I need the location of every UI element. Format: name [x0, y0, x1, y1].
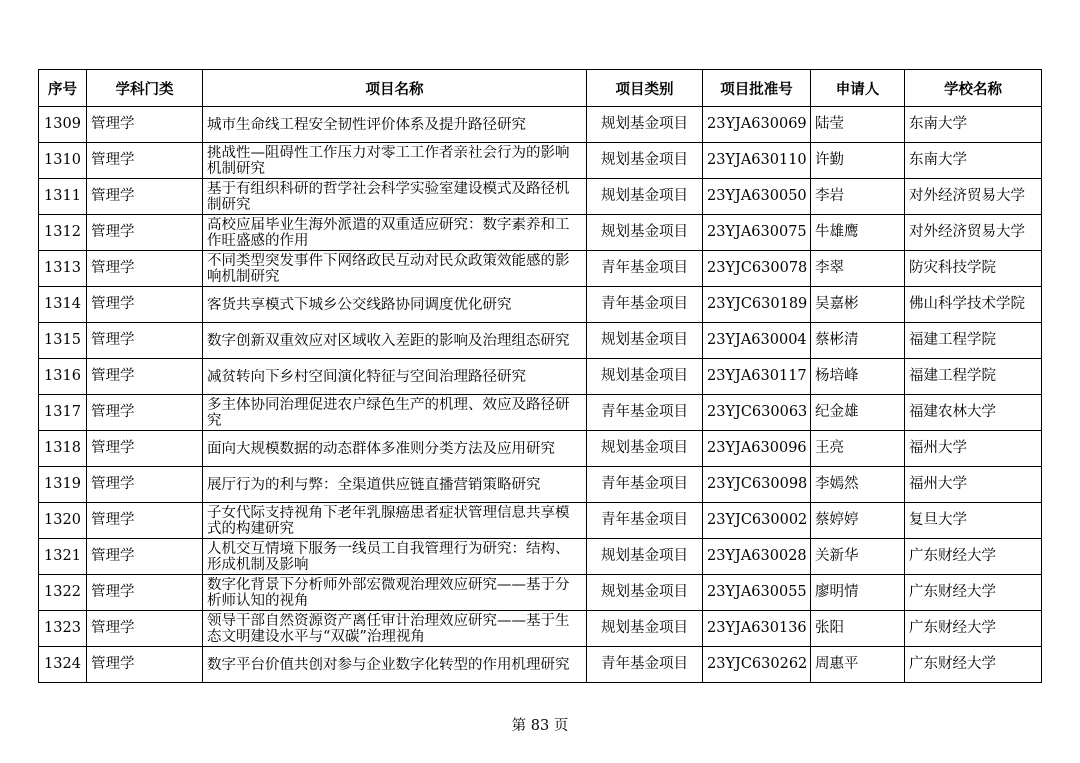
row-number: 1311	[39, 179, 87, 215]
header-type: 项目类别	[587, 70, 703, 107]
row-title-text: 数字平台价值共创对参与企业数字化转型的作用机理研究	[207, 656, 570, 673]
row-number: 1320	[39, 503, 87, 539]
header-code: 项目批准号	[703, 70, 811, 107]
row-code: 23YJC630078	[703, 251, 811, 287]
row-title	[203, 143, 587, 179]
header-row	[39, 70, 1042, 107]
row-type: 青年基金项目	[587, 251, 703, 287]
row-title-text: 基于有组织科研的哲学社会科学实验室建设模式及路径机制研究	[207, 180, 570, 213]
project-table	[38, 69, 1042, 683]
row-code: 23YJC630098	[703, 467, 811, 503]
row-applicant: 纪金雄	[811, 395, 905, 431]
row-number: 1314	[39, 287, 87, 323]
row-subject: 管理学	[87, 323, 203, 359]
row-subject: 管理学	[87, 359, 203, 395]
row-title	[203, 503, 587, 539]
table-row	[39, 215, 1042, 251]
row-number: 1312	[39, 215, 87, 251]
row-title	[203, 251, 587, 287]
row-subject: 管理学	[87, 647, 203, 683]
row-code: 23YJA630055	[703, 575, 811, 611]
row-number: 1309	[39, 107, 87, 143]
row-school: 福建农林大学	[905, 395, 1042, 431]
row-applicant: 王亮	[811, 431, 905, 467]
row-title-text: 展厅行为的利与弊：全渠道供应链直播营销策略研究	[207, 476, 541, 493]
row-title	[203, 323, 587, 359]
row-code: 23YJC630262	[703, 647, 811, 683]
row-title	[203, 179, 587, 215]
page-number: 第 83 页	[511, 718, 569, 734]
row-code: 23YJA630069	[703, 107, 811, 143]
row-applicant: 杨培峰	[811, 359, 905, 395]
row-code: 23YJA630136	[703, 611, 811, 647]
row-number: 1322	[39, 575, 87, 611]
row-school: 东南大学	[905, 107, 1042, 143]
row-applicant: 许勤	[811, 143, 905, 179]
row-school: 佛山科学技术学院	[905, 287, 1042, 323]
row-subject: 管理学	[87, 611, 203, 647]
table-row	[39, 143, 1042, 179]
row-code: 23YJA630075	[703, 215, 811, 251]
row-applicant: 牛雄鹰	[811, 215, 905, 251]
row-school: 福州大学	[905, 467, 1042, 503]
row-subject: 管理学	[87, 431, 203, 467]
row-number: 1315	[39, 323, 87, 359]
row-school: 对外经济贸易大学	[905, 179, 1042, 215]
table-row	[39, 323, 1042, 359]
row-number: 1316	[39, 359, 87, 395]
row-subject: 管理学	[87, 251, 203, 287]
row-applicant: 李岩	[811, 179, 905, 215]
row-applicant: 蔡婷婷	[811, 503, 905, 539]
row-type: 青年基金项目	[587, 287, 703, 323]
row-code: 23YJA630117	[703, 359, 811, 395]
row-title-text: 数字化背景下分析师外部宏微观治理效应研究——基于分析师认知的视角	[207, 576, 570, 609]
row-title-text: 城市生命线工程安全韧性评价体系及提升路径研究	[207, 116, 526, 133]
row-title	[203, 611, 587, 647]
header-person: 申请人	[811, 70, 905, 107]
row-school: 广东财经大学	[905, 575, 1042, 611]
row-title-text: 领导干部自然资源资产离任审计治理效应研究——基于生态文明建设水平与“双碳”治理视角	[207, 612, 570, 645]
row-type: 规划基金项目	[587, 107, 703, 143]
row-applicant: 蔡彬清	[811, 323, 905, 359]
row-subject: 管理学	[87, 575, 203, 611]
row-title	[203, 431, 587, 467]
table-row	[39, 431, 1042, 467]
header-title: 项目名称	[203, 70, 587, 107]
row-applicant: 陆莹	[811, 107, 905, 143]
row-number: 1317	[39, 395, 87, 431]
table-row	[39, 287, 1042, 323]
row-type: 青年基金项目	[587, 467, 703, 503]
table-row	[39, 611, 1042, 647]
row-type: 规划基金项目	[587, 431, 703, 467]
row-subject: 管理学	[87, 179, 203, 215]
row-title-text: 多主体协同治理促进农户绿色生产的机理、效应及路径研究	[207, 396, 570, 429]
row-title-text: 客货共享模式下城乡公交线路协同调度优化研究	[207, 296, 512, 313]
row-code: 23YJA630050	[703, 179, 811, 215]
row-title-text: 挑战性—阻碍性工作压力对零工工作者亲社会行为的影响机制研究	[207, 144, 570, 177]
row-school: 福州大学	[905, 431, 1042, 467]
row-title	[203, 287, 587, 323]
row-applicant: 廖明情	[811, 575, 905, 611]
row-school: 广东财经大学	[905, 611, 1042, 647]
row-school: 复旦大学	[905, 503, 1042, 539]
row-subject: 管理学	[87, 503, 203, 539]
row-title-text: 不同类型突发事件下网络政民互动对民众政策效能感的影响机制研究	[207, 252, 570, 285]
row-number: 1310	[39, 143, 87, 179]
row-school: 防灾科技学院	[905, 251, 1042, 287]
row-school: 对外经济贸易大学	[905, 215, 1042, 251]
row-title	[203, 467, 587, 503]
table-row	[39, 251, 1042, 287]
row-title	[203, 215, 587, 251]
table-row	[39, 359, 1042, 395]
row-number: 1321	[39, 539, 87, 575]
row-type: 规划基金项目	[587, 359, 703, 395]
row-applicant: 李嫣然	[811, 467, 905, 503]
row-code: 23YJA630004	[703, 323, 811, 359]
header-subject: 学科门类	[87, 70, 203, 107]
row-title-text: 人机交互情境下服务一线员工自我管理行为研究：结构、形成机制及影响	[207, 540, 570, 573]
row-type: 青年基金项目	[587, 503, 703, 539]
row-type: 规划基金项目	[587, 611, 703, 647]
header-school: 学校名称	[905, 70, 1042, 107]
row-title-text: 子女代际支持视角下老年乳腺癌患者症状管理信息共享模式的构建研究	[207, 504, 570, 537]
row-type: 规划基金项目	[587, 539, 703, 575]
row-subject: 管理学	[87, 215, 203, 251]
row-subject: 管理学	[87, 539, 203, 575]
row-school: 东南大学	[905, 143, 1042, 179]
row-code: 23YJC630002	[703, 503, 811, 539]
row-school: 福建工程学院	[905, 359, 1042, 395]
row-code: 23YJA630028	[703, 539, 811, 575]
row-subject: 管理学	[87, 467, 203, 503]
row-type: 规划基金项目	[587, 143, 703, 179]
row-type: 规划基金项目	[587, 575, 703, 611]
row-applicant: 李翠	[811, 251, 905, 287]
row-type: 规划基金项目	[587, 323, 703, 359]
row-title	[203, 575, 587, 611]
row-title	[203, 539, 587, 575]
row-title-text: 减贫转向下乡村空间演化特征与空间治理路径研究	[207, 368, 526, 385]
row-title-text: 数字创新双重效应对区域收入差距的影响及治理组态研究	[207, 332, 570, 349]
row-title-text: 面向大规模数据的动态群体多准则分类方法及应用研究	[207, 440, 555, 457]
table-row	[39, 647, 1042, 683]
row-code: 23YJA630096	[703, 431, 811, 467]
table-row	[39, 107, 1042, 143]
row-number: 1318	[39, 431, 87, 467]
row-type: 规划基金项目	[587, 179, 703, 215]
row-subject: 管理学	[87, 107, 203, 143]
header-num: 序号	[39, 70, 87, 107]
row-applicant: 吴嘉彬	[811, 287, 905, 323]
row-number: 1313	[39, 251, 87, 287]
table-row	[39, 395, 1042, 431]
row-school: 广东财经大学	[905, 647, 1042, 683]
row-applicant: 周惠平	[811, 647, 905, 683]
row-applicant: 张阳	[811, 611, 905, 647]
table-row	[39, 503, 1042, 539]
row-code: 23YJC630063	[703, 395, 811, 431]
row-type: 青年基金项目	[587, 647, 703, 683]
row-number: 1324	[39, 647, 87, 683]
row-school: 广东财经大学	[905, 539, 1042, 575]
row-number: 1323	[39, 611, 87, 647]
table-row	[39, 467, 1042, 503]
row-number: 1319	[39, 467, 87, 503]
table-row	[39, 575, 1042, 611]
row-type: 规划基金项目	[587, 215, 703, 251]
row-applicant: 关新华	[811, 539, 905, 575]
row-title	[203, 395, 587, 431]
row-code: 23YJC630189	[703, 287, 811, 323]
row-subject: 管理学	[87, 287, 203, 323]
table-row	[39, 539, 1042, 575]
row-title	[203, 359, 587, 395]
row-school: 福建工程学院	[905, 323, 1042, 359]
row-code: 23YJA630110	[703, 143, 811, 179]
row-subject: 管理学	[87, 143, 203, 179]
table-row	[39, 179, 1042, 215]
row-title	[203, 107, 587, 143]
row-title	[203, 647, 587, 683]
row-title-text: 高校应届毕业生海外派遣的双重适应研究：数字素养和工作旺盛感的作用	[207, 216, 570, 249]
row-subject: 管理学	[87, 395, 203, 431]
row-type: 青年基金项目	[587, 395, 703, 431]
